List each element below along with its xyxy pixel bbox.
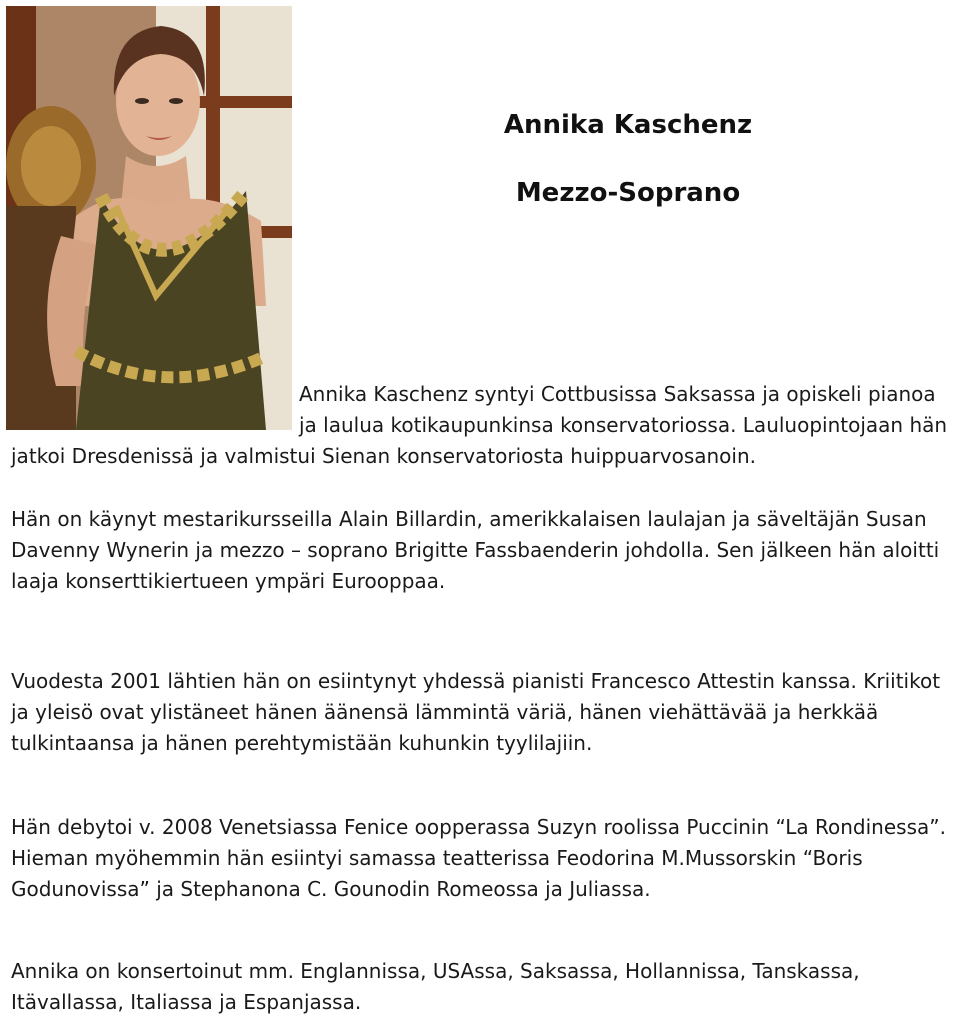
bio-paragraph-5: Annika on konsertoinut mm. Englannissa, USAssa, Saksassa, Hollannissa, Tanskassa, Itävallassa, Italiassa ja Espanjassa. bbox=[11, 959, 860, 1014]
bio-paragraph-3: Vuodesta 2001 lähtien hän on esiintynyt yhdessä pianisti Francesco Attestin kanssa. Kriitikot ja yleisö ovat ylistäneet hänen äänensä lämmintä väriä, hänen viehättävää ja herkkää tulkintaansa ja hänen perehtymistään kuhunkin tyylilajiin. bbox=[11, 669, 941, 755]
bio-paragraph-4: Hän debytoi v. 2008 Venetsiassa Fenice oopperassa Suzyn roolissa Puccinin “La Rondinessa”. Hieman myöhemmin hän esiintyi samassa teatterissa Feodorina M.Mussorskin “Boris Godunovissa” ja Stephanona C. Gounodin Romeossa ja Juliassa. bbox=[11, 815, 946, 901]
bio-paragraph-1 bbox=[11, 379, 957, 472]
portrait-illustration bbox=[6, 6, 292, 430]
bio-paragraph-2: Hän on käynyt mestarikursseilla Alain Billardin, amerikkalaisen laulajan ja säveltäjän Susan Davenny Wynerin ja mezzo – soprano Brigitte Fassbaenderin johdolla. Sen jälkeen hän aloitti laaja konserttikiertueen ympäri Eurooppaa. bbox=[11, 507, 940, 593]
text-wrap-spacer bbox=[11, 379, 299, 441]
artist-name: Annika Kaschenz bbox=[503, 110, 753, 140]
portrait-photo bbox=[6, 6, 292, 430]
bio-paragraph-1-text: Annika Kaschenz syntyi Cottbusissa Saksassa ja opiskeli pianoa ja laulua kotikaupunkinsa konservatoriossa. Lauluopintojaan hän jatkoi Dresdenissä ja valmistui Sienan konservatoriosta huippuarvosanoin. bbox=[11, 382, 948, 468]
voice-type-title: Mezzo-Soprano bbox=[515, 178, 741, 208]
